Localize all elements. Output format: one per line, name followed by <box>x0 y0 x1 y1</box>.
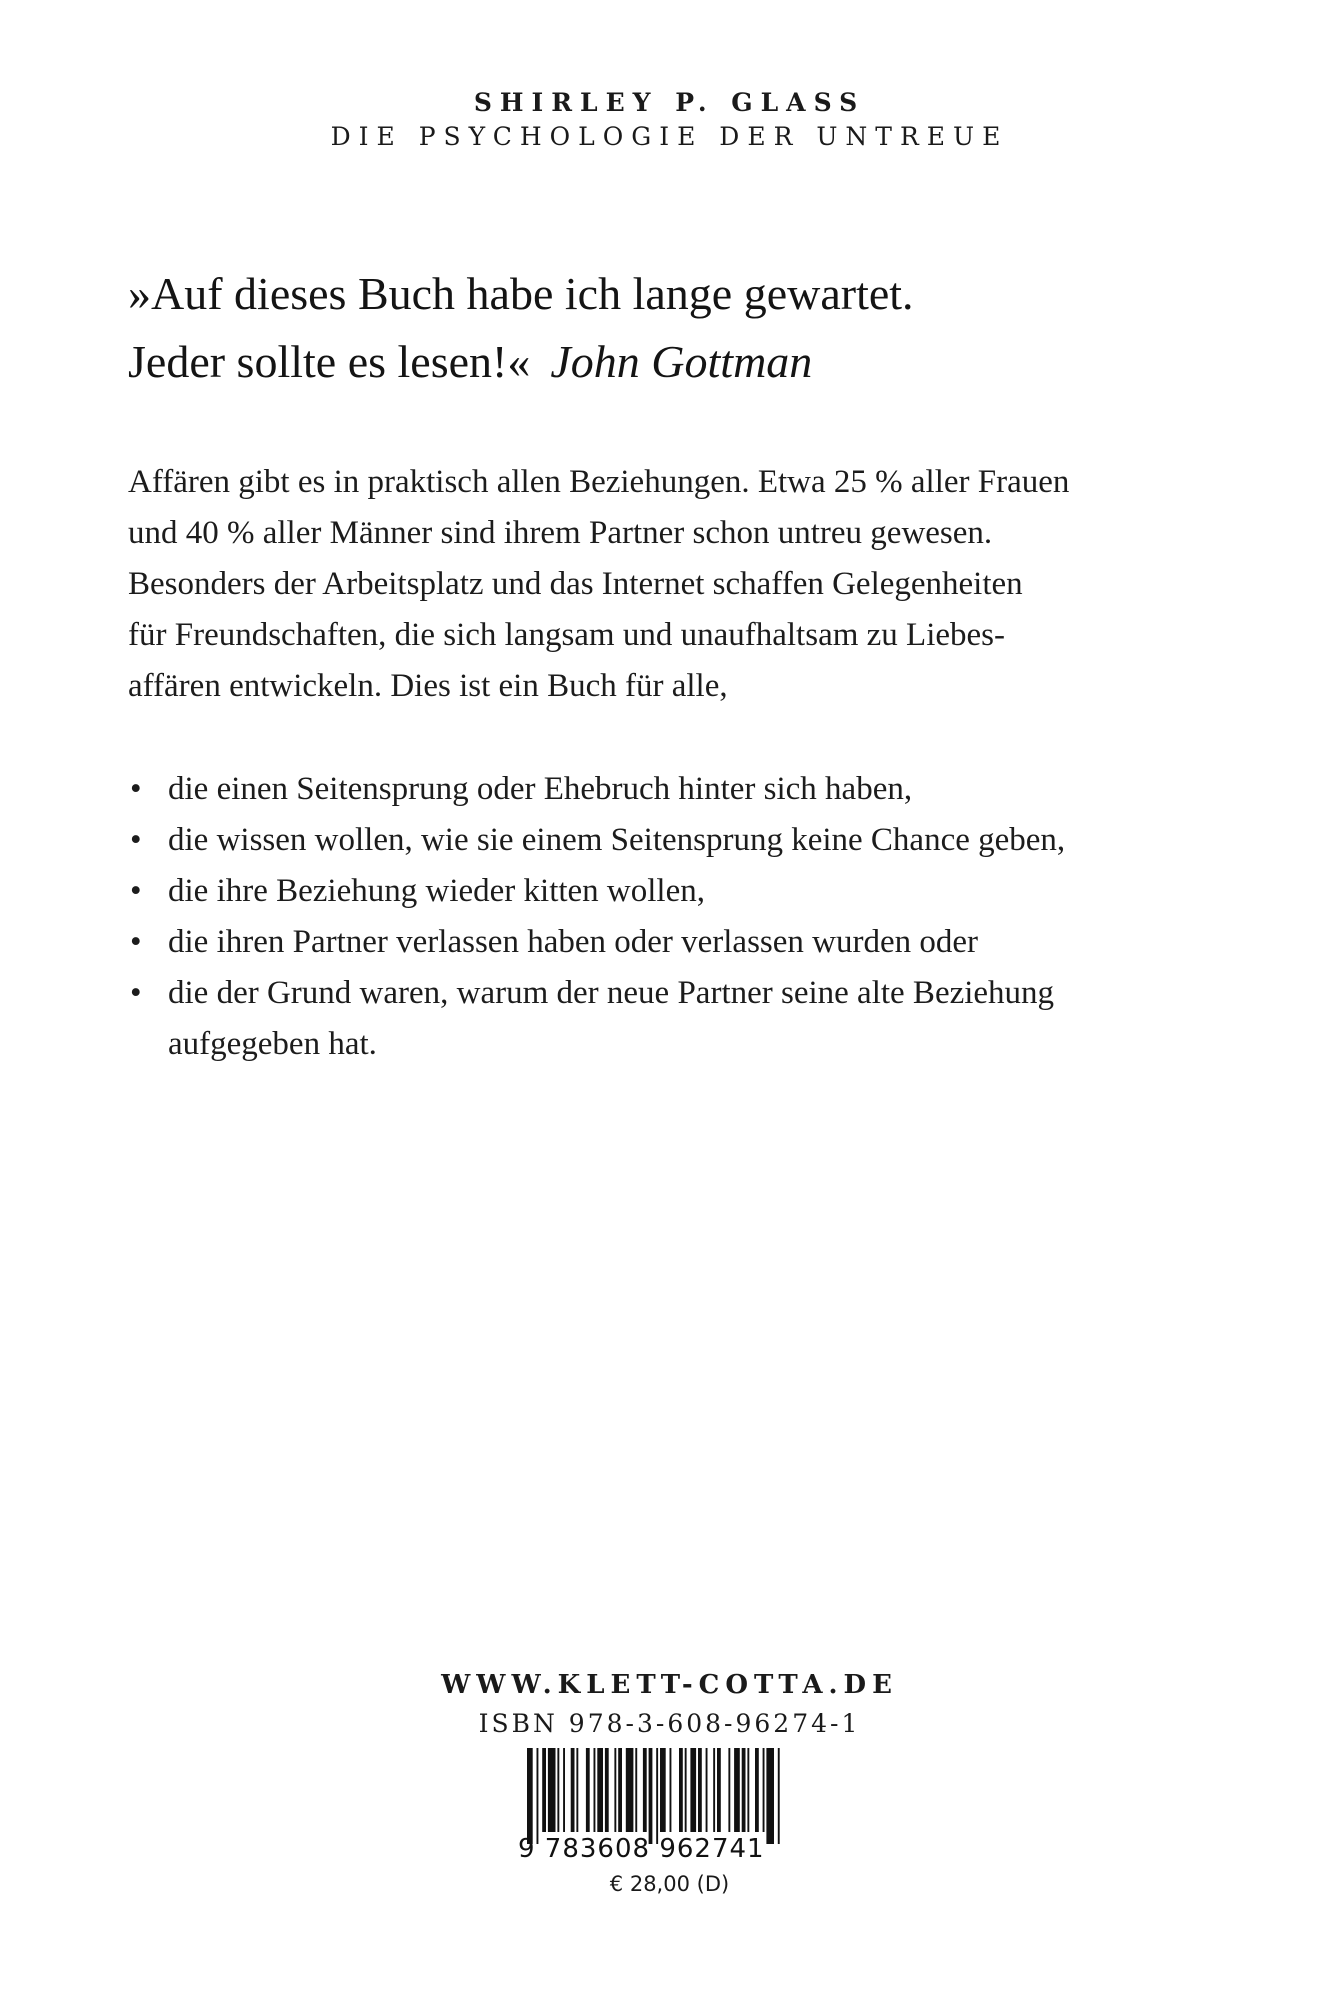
blurb-line: und 40 % aller Männer sind ihrem Partner schon untreu gewesen. <box>128 515 993 551</box>
barcode-bar <box>755 1748 759 1832</box>
barcode-bar <box>690 1748 696 1832</box>
list-item <box>128 968 1248 1070</box>
quote-line-2 <box>128 328 1248 396</box>
blurb-line: affären entwickeln. Dies ist ein Buch für alle, <box>128 668 728 704</box>
quote-line-1: »Auf dieses Buch habe ich lange gewartet. <box>128 268 914 319</box>
price-label: € 28,00 (D) <box>609 1872 730 1896</box>
barcode-bar <box>537 1748 539 1844</box>
barcode-bar <box>660 1748 666 1832</box>
endorsement-quote <box>128 260 1248 396</box>
list-item <box>128 815 1248 866</box>
barcode-bar <box>594 1748 596 1832</box>
bullet-icon: • <box>130 924 142 960</box>
barcode-bar <box>614 1748 616 1832</box>
list-item-text: die wissen wollen, wie sie einem Seitensprung keine Chance geben, <box>168 822 1066 858</box>
barcode-bar <box>670 1748 672 1832</box>
barcode-digits: 9 783608 962741 <box>518 1834 765 1864</box>
barcode-bar <box>605 1748 609 1832</box>
list-item <box>128 917 1248 968</box>
barcode-bar <box>734 1748 740 1832</box>
header <box>0 86 1339 154</box>
blurb-line: Besonders der Arbeitsplatz und das Internet schaffen Gelegenheiten <box>128 566 1023 602</box>
barcode-bar <box>571 1748 575 1832</box>
barcode-bar <box>656 1748 658 1844</box>
bullet-icon: • <box>130 771 142 807</box>
barcode-bar <box>766 1748 774 1844</box>
blurb-paragraph <box>128 457 1238 712</box>
quote-text-2: Jeder sollte es lesen!« <box>128 336 531 387</box>
barcode-bar <box>685 1748 687 1832</box>
barcode-bar <box>643 1748 647 1832</box>
barcode-bar <box>635 1748 637 1832</box>
barcode-bar <box>778 1748 780 1844</box>
list-item <box>128 866 1248 917</box>
quote-attribution: John Gottman <box>550 336 813 387</box>
barcode-bars <box>521 1748 811 1844</box>
barcode-bar <box>527 1748 533 1844</box>
barcode-bar <box>747 1748 749 1832</box>
bullet-icon: • <box>130 873 142 909</box>
barcode-bar <box>563 1748 565 1832</box>
barcode-bar <box>597 1748 603 1832</box>
list-item-text: die der Grund waren, warum der neue Partner seine alte Beziehung <box>168 975 1055 1011</box>
publisher-footer <box>0 1666 1339 1744</box>
list-item-text: die einen Seitensprung oder Ehebruch hinter sich haben, <box>168 771 913 807</box>
barcode-bar <box>548 1748 556 1832</box>
barcode-bar <box>542 1748 546 1832</box>
barcode-bar <box>649 1748 653 1844</box>
barcode-bar <box>742 1748 746 1832</box>
barcode-bar <box>706 1748 708 1832</box>
barcode-bar <box>698 1748 702 1832</box>
list-item-text-continuation: aufgegeben hat. <box>168 1026 377 1062</box>
barcode-bar <box>626 1748 634 1832</box>
barcode-bar <box>717 1748 721 1832</box>
list-item <box>128 764 1248 815</box>
list-item-text: die ihren Partner verlassen haben oder verlassen wurden oder <box>168 924 979 960</box>
author-name: SHIRLEY P. GLASS <box>473 88 866 117</box>
book-title: DIE PSYCHOLOGIE DER UNTREUE <box>330 122 1009 151</box>
isbn-number: ISBN 978-3-608-96274-1 <box>478 1709 861 1738</box>
list-item-text: die ihre Beziehung wieder kitten wollen, <box>168 873 705 909</box>
barcode-bar <box>576 1748 578 1832</box>
barcode-bar <box>679 1748 683 1832</box>
blurb-line: Affären gibt es in praktisch allen Beziehungen. Etwa 25 % aller Frauen <box>128 464 1070 500</box>
barcode-bar <box>618 1748 622 1832</box>
blurb-line: für Freundschaften, die sich langsam und unaufhaltsam zu Liebes- <box>128 617 1005 653</box>
barcode-bar <box>713 1748 715 1832</box>
bullet-icon: • <box>130 975 142 1011</box>
barcode-bar <box>763 1748 765 1832</box>
audience-list <box>128 764 1248 1070</box>
barcode-bar <box>557 1748 559 1832</box>
barcode-bar <box>728 1748 730 1832</box>
bullet-icon: • <box>130 822 142 858</box>
barcode-bar <box>586 1748 590 1832</box>
publisher-website: WWW.KLETT-COTTA.DE <box>441 1670 898 1700</box>
